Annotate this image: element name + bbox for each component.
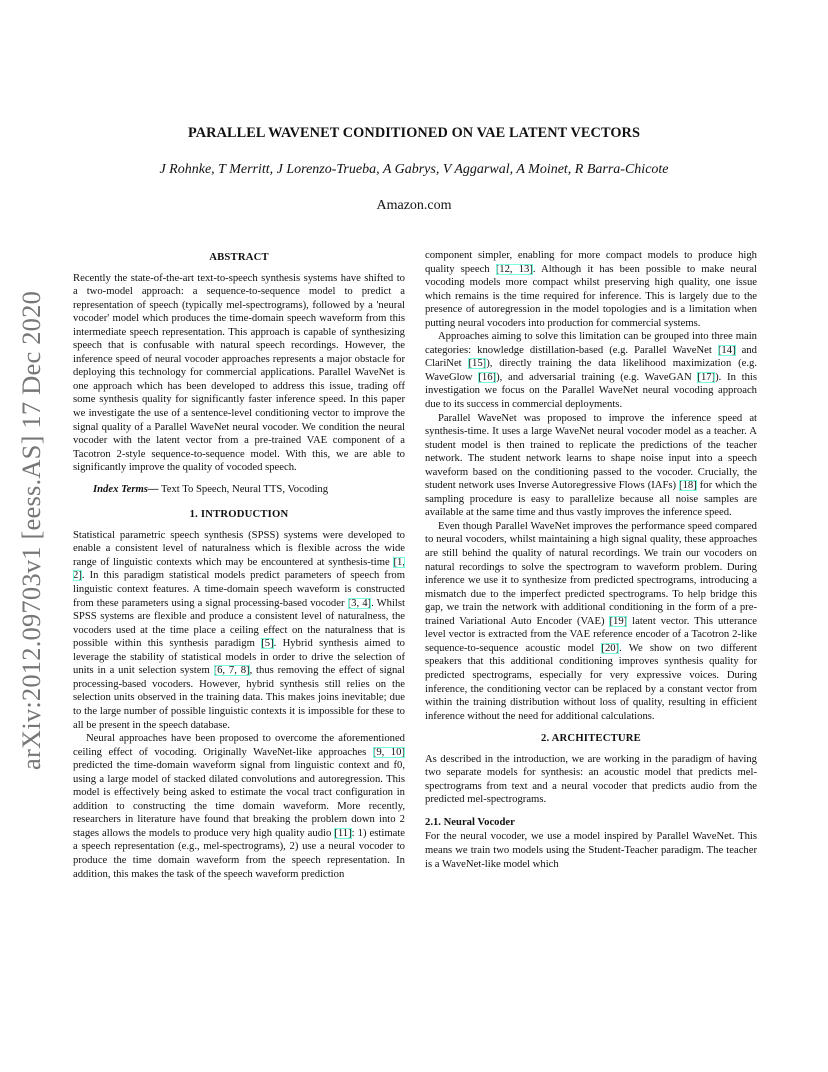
affiliation: Amazon.com	[376, 198, 452, 213]
text-run: and ClariNet	[425, 344, 757, 370]
citation-link[interactable]: [14]	[717, 344, 736, 356]
text-run: ), directly training the data likelihood maximization (e.g. WaveGlow	[425, 358, 757, 383]
text-run: Statistical parametric speech synthesis (SPSS) systems were developed to enable a consistent level of naturalness which is flexible across the wide range of linguistic contexts which may be encountered at synthesis-time	[73, 529, 405, 568]
index-terms-text: Text To Speech, Neural TTS, Vocoding	[158, 483, 329, 495]
arxiv-identifier[interactable]: arXiv:2012.09703v1 [eess.AS] 17 Dec 2020	[16, 290, 46, 770]
intro-paragraph-3	[425, 249, 757, 330]
architecture-paragraph-1: As described in the introduction, we are working in the paradigm of having two separate models for synthesis: an acoustic model that predicts mel-spectrograms from text and a neural vocoder that predicts audio from the predicted mel-spectrograms.	[425, 753, 757, 806]
text-run: . We show on two different speakers that this additional conditioning improves synthesis quality for predicted spectrograms, especially for very expressive voices. During inference, the conditioning vector can be replaced by a constant vector from within the training distribution without loss of quality, resulting in efficient inference without the need for additional calculations.	[425, 642, 758, 722]
text-run: ). In this investigation we focus on the Parallel WaveNet neural vocoding approach due to its success in commercial deployments.	[425, 371, 758, 411]
citation-link[interactable]: [16]	[478, 371, 497, 383]
citation-link[interactable]: [12, 13]	[495, 263, 533, 275]
paper-title: PARALLEL WAVENET CONDITIONED ON VAE LATENT VECTORS	[187, 125, 641, 141]
text-run: : 1) estimate a speech representation (e.g., mel-spectrograms), 2) use a neural vocoder to produce the time domain waveform from the speech representation. In addition, this makes the task of the speech waveform prediction	[73, 827, 405, 880]
right-column	[425, 249, 757, 871]
citation-link[interactable]: [1, 2]	[73, 556, 405, 582]
text-run: for which the sampling procedure is easy to parallelize because all noise samples are available at the same time and thus vastly improves the inference speed.	[425, 480, 757, 519]
citation-link[interactable]: [20]	[601, 642, 620, 654]
left-column	[73, 251, 405, 881]
intro-paragraph-2	[73, 732, 405, 881]
intro-paragraph-4	[425, 330, 757, 411]
intro-paragraph-6	[425, 520, 757, 723]
text-run: . Although it has been possible to make neural vocoding models more compact whilst preserving high quality, one issue which remains is the time required for inference. This is largely due to the presence of autoregression in the model topologies and is a limitation when putting neural vocoders into production for commercial systems.	[425, 263, 757, 329]
text-run: Neural approaches have been proposed to overcome the aforementioned ceiling effect of vocoding. Originally WaveNet-like approaches	[73, 733, 405, 758]
text-run: . Whilst SPSS systems are flexible and produce a consistent level of naturalness, the vocoders used at the time place a ceiling effect on the naturalness that is possible within this synthesis paradigm	[73, 597, 405, 650]
abstract-text: Recently the state-of-the-art text-to-speech synthesis systems have shifted to a two-model approach: a sequence-to-sequence model to predict a representation of speech (typically mel-spectrograms), followed by a 'neural vocoder' model which produces the time-domain speech waveform from this intermediate speech representation. This approach is capable of synthesizing speech that is confusable with natural speech recordings. However, the inference speed of neural vocoder approaches represents a major obstacle for deploying this technology for commercial applications. Parallel WaveNet is one approach which has been developed to address this issue, trading off some synthesis quality for significantly faster inference speed. In this paper we investigate the use of a sentence-level conditioning vector to improve the signal quality of a Parallel WaveNet neural vocoder. We condition the neural vocoder with the latent vector from a pre-trained VAE component of a Tacotron 2-style sequence-to-sequence model. With this, we are able to significantly improve the quality of vocoded speech.	[73, 272, 405, 474]
author-list: J Rohnke, T Merritt, J Lorenzo-Trueba, A Gabrys, V Aggarwal, A Moinet, R Barra-Chicote	[159, 162, 669, 177]
architecture-paragraph-2: For the neural vocoder, we use a model inspired by Parallel WaveNet. This means we train two models using the Student-Teacher paradigm. The teacher is a WaveNet-like model which	[425, 831, 757, 870]
text-run: Even though Parallel WaveNet improves the performance speed compared to neural vocoders, whilst maintaining a high signal quality, these approaches are still behind the quality of natural recordings. We train our vocoders on natural recordings to solve the spectrogram to waveform problem. During inference we use it to synthesize from predicted spectrograms, introducing a mismatch due to the imperfect predicted spectrograms. To help bridge this gap, we train the network with additional conditioning in the form of a pre-trained Variational Auto Encoder (VAE)	[425, 520, 757, 627]
citation-link[interactable]: [9, 10]	[372, 746, 405, 758]
text-run: predicted the time-domain waveform signal from linguistic context and f0, using a large model of stacked dilated convolutions and autoregression. This model is effectively being asked to estimate the vocal tract configuration in addition to constructing the time domain waveform. More recently, researchers in literature have found that breaking the problem down into 2 stages allows the models to produce very high quality audio	[73, 760, 405, 839]
text-run: Approaches aiming to solve this limitation can be grouped into three main categories: knowledge distillation-based (e.g. Parallel WaveNet	[425, 331, 757, 356]
citation-link[interactable]: [5]	[261, 638, 274, 650]
index-terms	[73, 483, 405, 497]
intro-paragraph-1	[73, 529, 405, 732]
text-run: ), and adversarial training (e.g. WaveGAN	[496, 371, 698, 383]
intro-paragraph-5	[425, 412, 757, 520]
abstract-heading: ABSTRACT	[209, 252, 269, 263]
text-run: latent vector. This utterance level vector is extracted from the VAE reference encoder of a Tacotron 2-like sequence-to-sequence acoustic model	[425, 615, 757, 654]
index-terms-label: Index Terms—	[93, 483, 159, 495]
citation-link[interactable]: [3, 4]	[347, 597, 372, 609]
text-run: . In this paradigm statistical models predict parameters of speech from linguistic context features. A time-domain speech waveform is constructed from these parameters using a signal processing-based vocoder	[73, 570, 405, 609]
neural-vocoder-subheading: 2.1. Neural Vocoder	[425, 816, 515, 828]
citation-link[interactable]: [19]	[609, 615, 628, 627]
architecture-heading: 2. ARCHITECTURE	[541, 733, 641, 745]
citation-link[interactable]: [15]	[468, 358, 487, 370]
text-run: , thus removing the effect of signal processing-based vocoders. However, hybrid synthesis still relies on the selection units observed in the training data. This makes joins inevitable; due to the large number of possible linguistic contexts it is impossible for these to all be present in the speech database.	[73, 665, 405, 731]
citation-link[interactable]: [11]	[334, 827, 352, 839]
citation-link[interactable]: [6, 7, 8]	[213, 665, 250, 677]
citation-link[interactable]: [17]	[697, 371, 716, 383]
introduction-heading: 1. INTRODUCTION	[189, 509, 289, 521]
text-run: component simpler, enabling for more compact models to produce high quality speech	[425, 250, 757, 275]
citation-link[interactable]: [18]	[679, 480, 697, 492]
text-run: Parallel WaveNet was proposed to improve the inference speed at synthesis-time. It uses a large WaveNet neural vocoder model as a teacher. A student model is then trained to replicate the predictions of the teacher network. The student network learns to shape noise input into a speech waveform based on the conditioning passed to the vocoder. Crucially, the student network uses Inverse Autoregressive Flows (IAFs)	[425, 412, 757, 492]
text-run: . Hybrid synthesis aimed to leverage the stability of statistical models in order to drive the selection of units in a unit selection system	[73, 638, 405, 677]
